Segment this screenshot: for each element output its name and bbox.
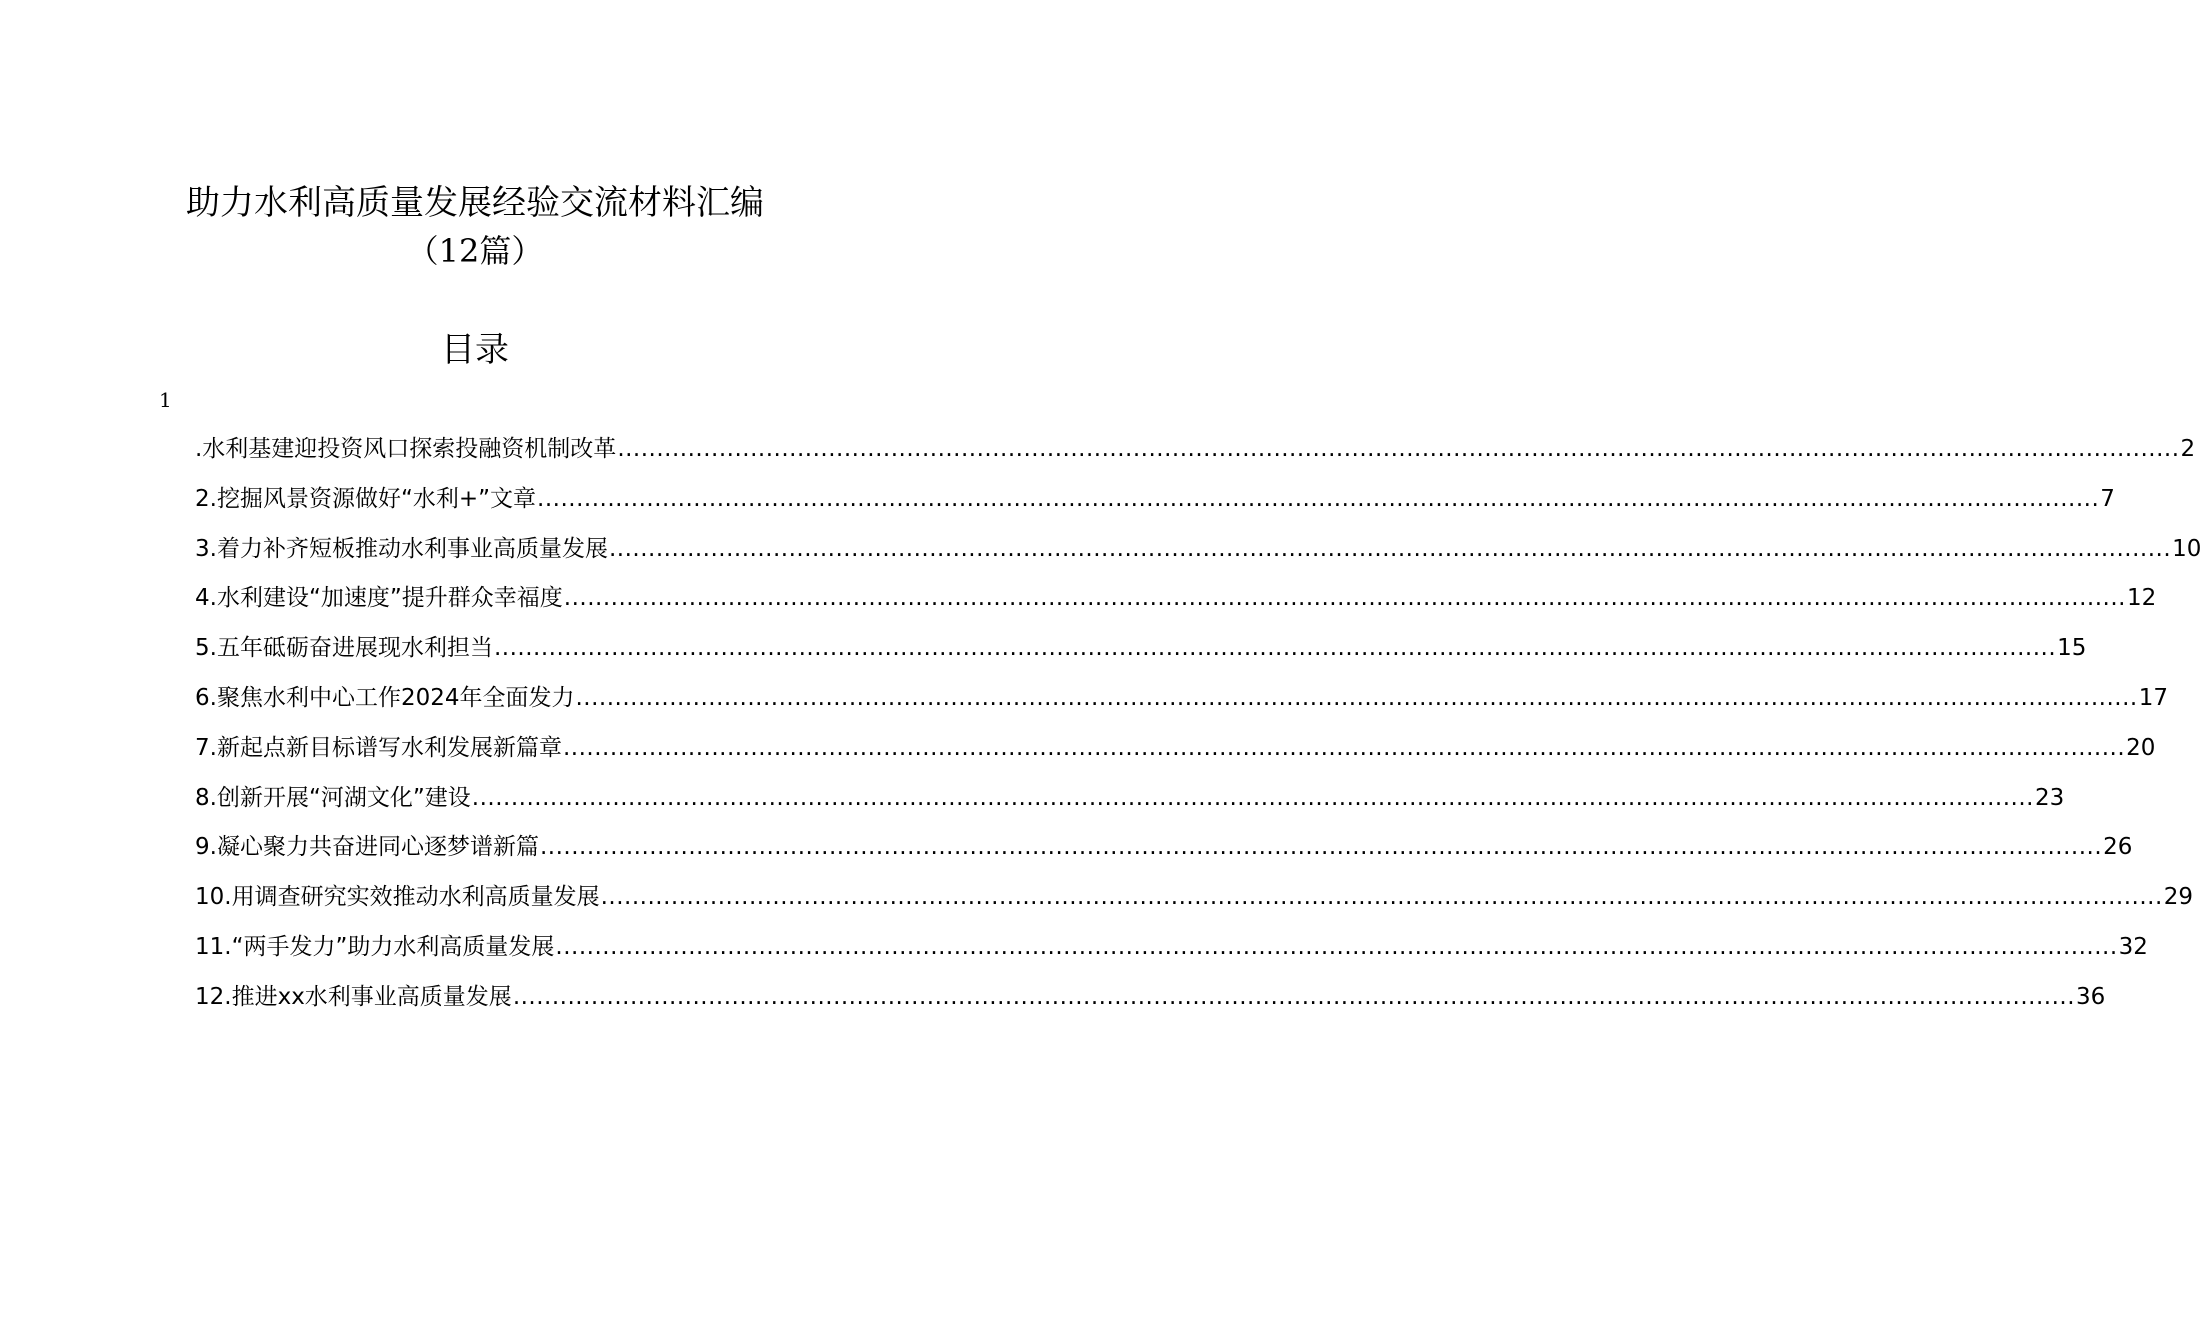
toc-item-page: 17 — [2138, 684, 2168, 711]
toc-item[interactable] — [195, 427, 2196, 477]
toc-item-title: 5.五年砥砺奋进展现水利担当 — [195, 635, 493, 662]
toc-item-title: 6.聚焦水利中心工作2024年全面发力 — [195, 684, 575, 711]
toc-item[interactable] — [195, 726, 2156, 776]
toc-item-page: 7 — [2100, 485, 2115, 512]
toc-leader: ........................................................................................................................................................................................................ — [608, 535, 2172, 562]
toc-item-page: 15 — [2057, 635, 2087, 662]
toc-item-page: 36 — [2076, 983, 2106, 1010]
toc-item-title: 7.新起点新目标谱写水利发展新篇章 — [195, 734, 562, 761]
toc-item[interactable] — [195, 676, 2168, 726]
toc-leader: ........................................................................................................................................................................................................ — [471, 784, 2034, 811]
toc-item-page: 26 — [2103, 834, 2133, 861]
document-title: 助力水利高质量发展经验交流材料汇编 — [186, 183, 764, 223]
toc-item-title: 3.着力补齐短板推动水利事业高质量发展 — [195, 535, 608, 562]
toc-item[interactable] — [195, 925, 2148, 975]
toc-item[interactable] — [195, 875, 2194, 925]
toc-item-title: 4.水利建设“加速度”提升群众幸福度 — [195, 585, 563, 612]
toc-item-title: .水利基建迎投资风口探索投融资机制改革 — [195, 436, 617, 462]
toc-leader: ........................................................................................................................................................................................................ — [562, 734, 2126, 761]
toc-item[interactable] — [195, 576, 2157, 626]
toc-leader: ........................................................................................................................................................................................................ — [563, 585, 2126, 612]
toc-item-page: 29 — [2163, 884, 2194, 911]
toc-item[interactable] — [195, 975, 2106, 1025]
toc-leader: ........................................................................................................................................................................................................ — [617, 436, 2180, 462]
toc-item[interactable] — [195, 477, 2115, 527]
toc-item-title: 11.“两手发力”助力水利高质量发展 — [195, 933, 555, 960]
toc-item-title: 9.凝心聚力共奋进同心逐梦谱新篇 — [195, 834, 539, 861]
toc-item-title: 10.用调查研究实效推动水利高质量发展 — [195, 884, 600, 911]
toc-leader: ........................................................................................................................................................................................................ — [575, 684, 2138, 711]
toc-item-page: 2 — [2180, 436, 2196, 462]
toc-heading: 目录 — [441, 330, 509, 370]
toc-item-title: 2.挖掘风景资源做好“水利+”文章 — [195, 485, 537, 512]
toc-item-page: 32 — [2118, 933, 2148, 960]
toc-item[interactable] — [195, 825, 2133, 875]
toc-item[interactable] — [195, 527, 2201, 577]
toc-leader: ........................................................................................................................................................................................................ — [600, 884, 2163, 911]
toc-item-page: 12 — [2127, 585, 2157, 612]
toc-leader: ........................................................................................................................................................................................................ — [555, 933, 2118, 960]
toc-item[interactable] — [195, 776, 2065, 826]
toc-leader: ........................................................................................................................................................................................................ — [537, 485, 2100, 512]
toc-item-page: 20 — [2126, 734, 2156, 761]
toc-leader: ........................................................................................................................................................................................................ — [493, 635, 2057, 662]
toc-item-title: 8.创新开展“河湖文化”建设 — [195, 784, 471, 811]
toc-item-page: 10 — [2172, 535, 2201, 562]
toc-list — [195, 427, 2201, 1025]
toc-leader: ........................................................................................................................................................................................................ — [512, 983, 2076, 1010]
stray-number: 1 — [159, 388, 172, 412]
toc-item-title: 12.推进xx水利事业高质量发展 — [195, 983, 512, 1010]
toc-item[interactable] — [195, 626, 2087, 676]
document-subtitle: （12篇） — [406, 232, 544, 270]
toc-leader: ........................................................................................................................................................................................................ — [539, 834, 2103, 861]
toc-item-page: 23 — [2035, 784, 2065, 811]
